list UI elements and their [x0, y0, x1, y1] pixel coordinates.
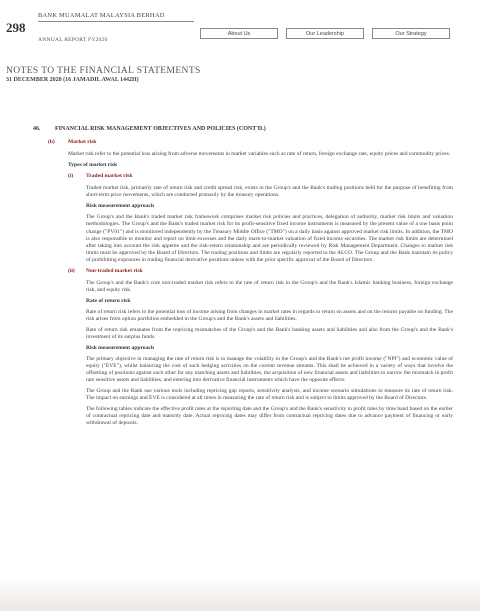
market-risk-intro: Market risk refer to the potential loss arising from adverse movements in market variables such as rate of return, foreign exchange rate, equity prices and commodity prices. — [68, 151, 451, 158]
paragraph: The Group and the Bank use various tools including repricing gap reports, sensitivity analysis, and income scenario simulations to measure its rate of return risk. The impact on earnings and EVE is considered at all times in measuring the rate of return risk and is subject to limits approved by the Board of Directors. — [86, 387, 453, 402]
section-number: 46. — [33, 126, 41, 132]
paragraph: Rate of return risk refers to the potential loss of income arising from changes in market rates in regards to return on assets and on the returns payable on funding. The risk arises from option portfolios embedded in the Group's and the Bank's assets and liabilities. — [86, 308, 453, 323]
paragraph: The following tables indicate the effective profit rates at the reporting date and the Group's and the Bank's sensitivity to profit rates by time band based on the earlier of contractual repricing date and maturity date. Actual repricing dates may differ from contractual repricing dates due to advance payment of financing or early withdrawal of deposits. — [86, 405, 453, 426]
section-title: FINANCIAL RISK MANAGEMENT OBJECTIVES AND POLICIES (CONT'D.) — [55, 126, 266, 132]
item-heading-non-traded — [68, 268, 453, 275]
item-heading-traded — [68, 173, 453, 180]
page-footer-band — [0, 577, 480, 611]
header-divider — [38, 21, 194, 22]
subsection-title: Market risk — [68, 139, 97, 146]
tab-our-leadership[interactable]: Our Leadership — [286, 28, 364, 39]
section-heading — [33, 126, 453, 133]
paragraph: The primary objective in managing the rate of return risk is to manage the volatility in the Group's and the Bank's net profit income ("NPI") and economic value of equity ("EVE"), whilst balancing the cost of such hedging activities on the current revenue streams. This shall be achieved in a variety of ways that involve the offsetting of positions against each other for any matching assets and liabilities, the acquisition of new financial assets and liabilities to narrow the mismatch in profit rate sensitive assets and liabilities, and entering into derivative financial instruments which have the opposite effects. — [86, 355, 453, 384]
subsection-number: (b) — [48, 139, 55, 146]
risk-measurement-heading: Risk measurement approach — [86, 203, 154, 210]
types-heading: Types of market risk — [68, 161, 118, 168]
paragraph: Traded market risk, primarily rate of return risk and credit spread risk, exists in the Group's and the Bank's trading positions held for the purpose of benefiting from short-term price movements, which are conducted primarily by the treasury operations. — [86, 185, 453, 199]
rate-of-return-heading: Rate of return risk — [86, 297, 131, 304]
page-subtitle: 31 DECEMBER 2020 (16 JAMADIL AWAL 1442H) — [6, 77, 139, 83]
non-traded-risk-body — [86, 280, 453, 427]
item-title: Traded market risk — [86, 173, 133, 180]
traded-risk-body — [86, 185, 453, 264]
tab-about-us[interactable]: About Us — [200, 28, 278, 39]
paragraph: The Group's and the Bank's core non-traded market risk refers to the rate of return risk in the Group's and the Bank's Islamic banking business, foreign exchange risk, and equity risk. — [86, 280, 453, 294]
bank-name: BANK MUAMALAT MALAYSIA BERHAD — [38, 12, 165, 19]
paragraph: Rate of return risk emanates from the repricing mismatches of the Group's and the Bank's banking assets and liabilities and also from the Group's and the Bank's investment of its surplus funds. — [86, 326, 453, 340]
subsection-heading — [48, 139, 453, 146]
item-title: Non-traded market risk — [86, 267, 143, 274]
risk-measurement-heading: Risk measurement approach — [86, 344, 154, 351]
item-number: (ii) — [68, 267, 75, 274]
tab-our-strategy[interactable]: Our Strategy — [372, 28, 450, 39]
page-number: 298 — [6, 20, 26, 35]
report-title: ANNUAL REPORT FY2020 — [38, 37, 108, 43]
page-title: NOTES TO THE FINANCIAL STATEMENTS — [6, 66, 201, 76]
market-risk-body — [68, 151, 453, 169]
item-number: (i) — [68, 173, 74, 180]
note-content — [33, 126, 453, 431]
paragraph: The Group's and the Bank's traded market risk framework comprises market risk policies and practices, delegation of authority, market risk limits and valuation methodologies. The Group's and the Bank's traded market risk for its profit-sensitive fixed income instruments is measured by the present value of a one basis point change ("PV01") and is monitored independently by the Treasury Middle Office ("TMO") on a daily basis against approved market risk limits. In addition, the TMO is also responsible to monitor and report on limit excesses and the daily mark-to-market valuation of fixed income securities. The market risk limits are determined after taking into account the risk appetite and the risk-return relationship and are periodically reviewed by Risk Management Department. Changes to market risk limits must be approved by the Board of Directors. The trading positions and limits are regularly reported to the ALCO. The Group and the Bank maintain its policy of prohibiting exposures in trading financial derivative positions unless with the prior specific approval of the Board of Directors. — [86, 214, 453, 264]
